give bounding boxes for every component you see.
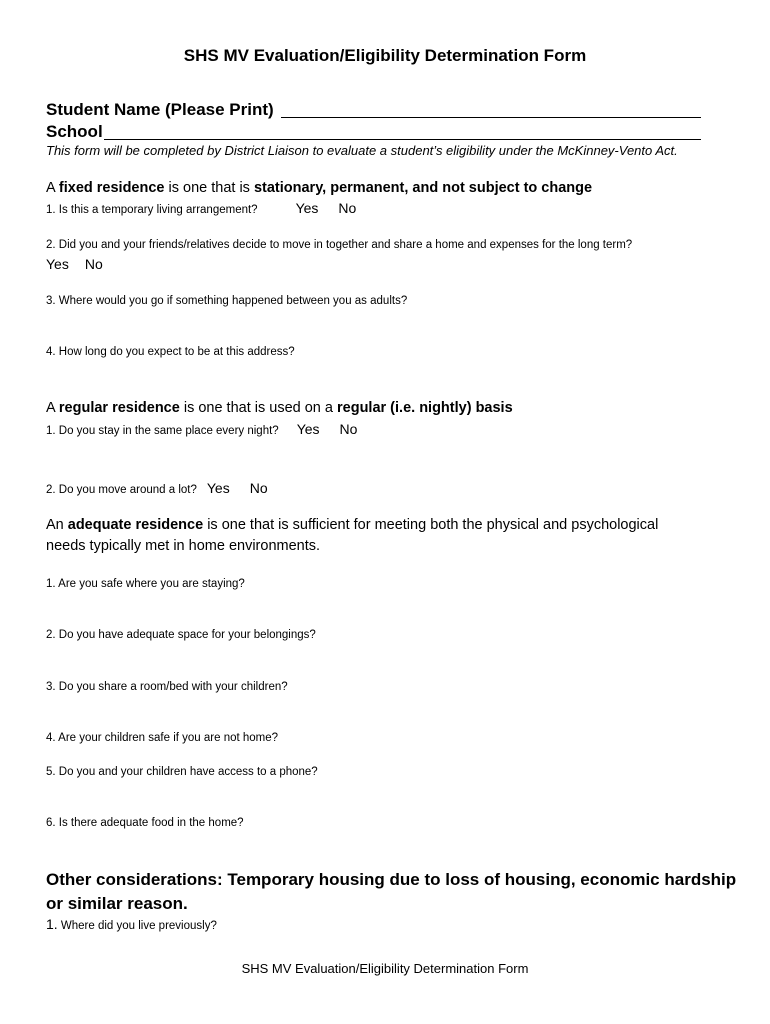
heading-term: adequate residence: [67, 517, 204, 533]
heading-term: fixed residence: [58, 180, 165, 196]
yes-option[interactable]: Yes: [206, 480, 230, 496]
intro-note: This form will be completed by District Liaison to evaluate a student’s eligibility under the McKinney-Vento Act.: [46, 143, 678, 158]
fixed-question-2: 2. Did you and your friends/relatives decide to move in together and share a home and expenses for the long term?: [46, 239, 633, 251]
page-footer: SHS MV Evaluation/Eligibility Determination Form: [241, 961, 529, 976]
yes-option[interactable]: Yes: [46, 256, 69, 272]
question-text: 2. Do you move around a lot?: [46, 484, 197, 496]
adequate-question-6: 6. Is there adequate food in the home?: [46, 817, 244, 829]
student-name-field[interactable]: [281, 117, 701, 118]
yes-option[interactable]: Yes: [296, 421, 320, 437]
heading-rest: is one that is sufficient for meeting both the physical and psychological: [203, 517, 659, 533]
adequate-residence-heading-line2: needs typically met in home environments.: [46, 538, 321, 554]
student-name-label: Student Name (Please Print): [46, 100, 274, 119]
form-title: SHS MV Evaluation/Eligibility Determination Form: [183, 46, 587, 65]
adequate-question-5: 5. Do you and your children have access to a phone?: [46, 766, 318, 778]
fixed-question-3: 3. Where would you go if something happened between you as adults?: [46, 295, 408, 307]
fixed-question-2-options: [46, 256, 103, 274]
heading-middle: is one that is used on a: [179, 400, 337, 416]
no-option[interactable]: No: [84, 256, 103, 272]
school-field[interactable]: [104, 139, 701, 140]
question-text: Where did you live previously?: [57, 920, 217, 932]
question-number: 1.: [46, 916, 58, 932]
other-question-1: [46, 916, 217, 934]
no-option[interactable]: No: [249, 480, 268, 496]
adequate-residence-heading: [46, 517, 658, 533]
adequate-question-1: 1. Are you safe where you are staying?: [46, 578, 245, 590]
regular-residence-heading: [46, 400, 513, 416]
heading-middle: is one that is: [164, 180, 254, 196]
question-text: 1. Is this a temporary living arrangement?: [46, 204, 258, 216]
regular-question-1: [46, 421, 357, 439]
heading-term: regular residence: [58, 400, 180, 416]
heading-prefix: A: [46, 400, 59, 416]
adequate-question-3: 3. Do you share a room/bed with your children?: [46, 681, 288, 693]
adequate-question-2: 2. Do you have adequate space for your belongings?: [46, 629, 316, 641]
heading-prefix: A: [46, 180, 59, 196]
heading-prefix: An: [46, 517, 68, 533]
adequate-question-4: 4. Are your children safe if you are not home?: [46, 732, 279, 744]
other-considerations-heading: Other considerations: Temporary housing due to loss of housing, economic hardship or similar reason.: [46, 870, 737, 913]
fixed-residence-heading: [46, 180, 592, 196]
no-option[interactable]: No: [338, 200, 357, 216]
regular-question-2: [46, 480, 268, 498]
school-label: School: [46, 122, 103, 141]
yes-option[interactable]: Yes: [295, 200, 319, 216]
fixed-question-4: 4. How long do you expect to be at this address?: [46, 346, 295, 358]
no-option[interactable]: No: [339, 421, 358, 437]
heading-criteria: stationary, permanent, and not subject to change: [253, 180, 593, 196]
fixed-question-1: [46, 200, 356, 218]
question-text: 1. Do you stay in the same place every night?: [46, 425, 279, 437]
heading-criteria: regular (i.e. nightly) basis: [337, 400, 513, 416]
